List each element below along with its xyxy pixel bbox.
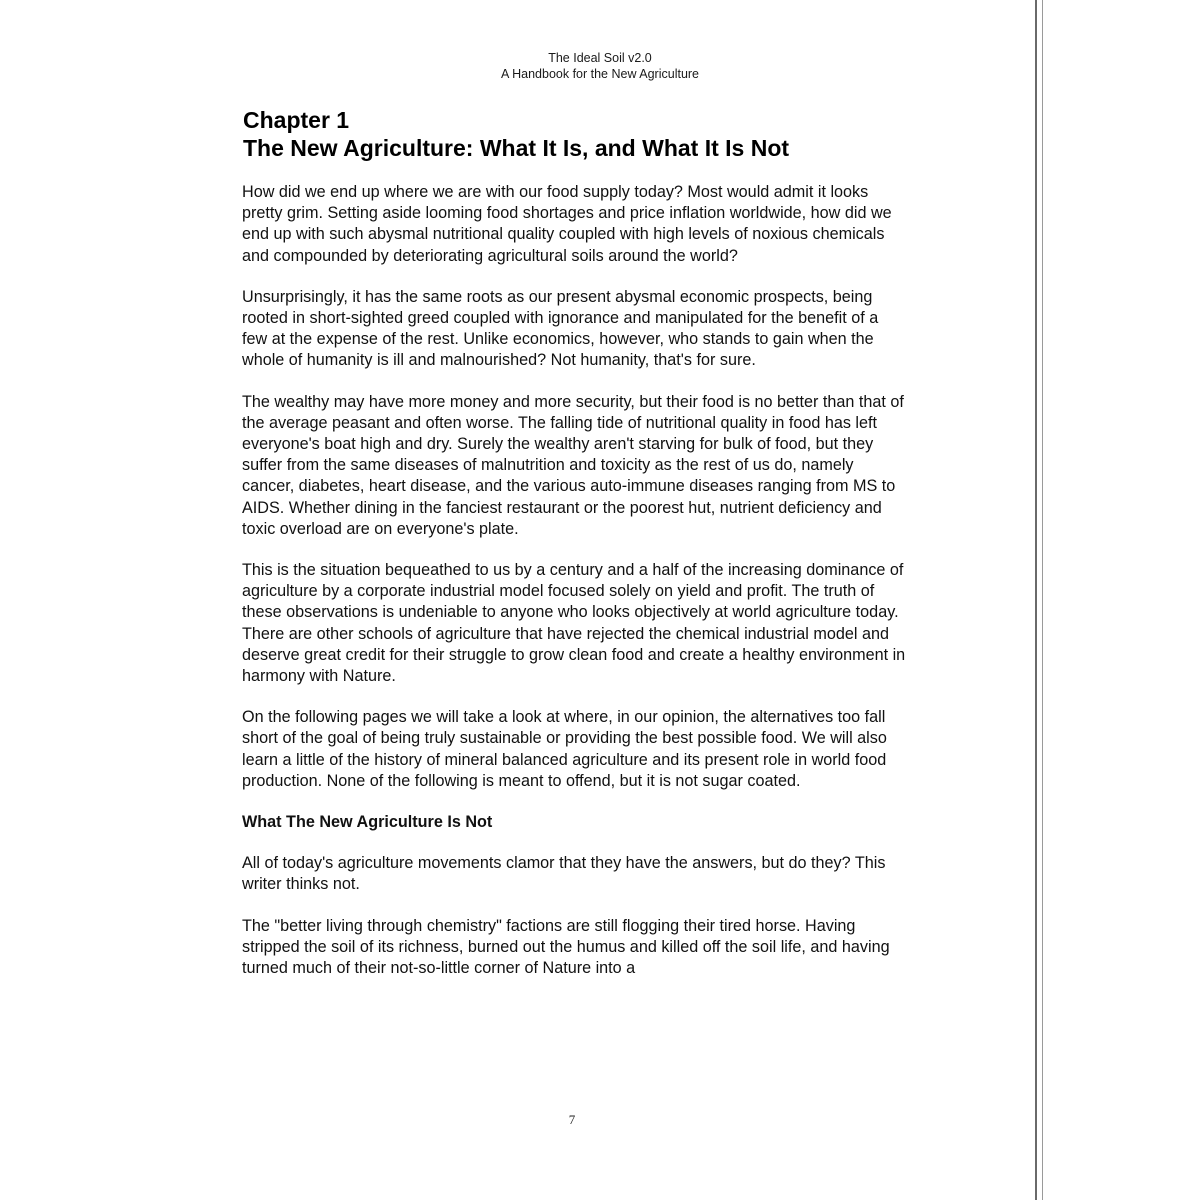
running-header-title: The Ideal Soil v2.0 xyxy=(548,51,652,65)
body-text xyxy=(242,182,907,999)
paragraph: The "better living through chemistry" factions are still flogging their tired horse. Having stripped the soil of its richness, burned out the humus and killed off the soil life, and having turned much of their not-so-little corner of Nature into a xyxy=(242,916,890,978)
paragraph: Unsurprisingly, it has the same roots as our present abysmal economic prospects, being rooted in short-sighted greed coupled with ignorance and manipulated for the benefit of a few at the expense of the rest. Unlike economics, however, who stands to gain when the whole of humanity is ill and malnourished? Not humanity, that's for sure. xyxy=(242,287,879,370)
chapter-title: The New Agriculture: What It Is, and What It Is Not xyxy=(243,135,790,161)
paragraph: All of today's agriculture movements clamor that they have the answers, but do they? This writer thinks not. xyxy=(242,854,886,894)
paragraph: How did we end up where we are with our food supply today? Most would admit it looks pretty grim. Setting aside looming food shortages and price inflation worldwide, how did we end up with such abysmal nutritional quality coupled with high levels of noxious chemicals and compounded by deteriorating agricultural soils around the world? xyxy=(242,183,892,265)
section-heading: What The New Agriculture Is Not xyxy=(242,813,493,832)
binding-edge-line-inner xyxy=(1042,0,1043,1200)
binding-edge-line xyxy=(1035,0,1037,1200)
running-header-subtitle: A Handbook for the New Agriculture xyxy=(500,67,700,81)
chapter-number: Chapter 1 xyxy=(243,107,350,133)
chapter-heading xyxy=(243,106,789,162)
paragraph: This is the situation bequeathed to us by a century and a half of the increasing dominance of agriculture by a corporate industrial model focused solely on yield and profit. The truth of these observations is undeniable to anyone who looks objectively at world agriculture today. There are other schools of agriculture that have rejected the chemical industrial model and deserve great credit for their struggle to grow clean food and create a healthy environment in harmony with Nature. xyxy=(242,561,906,686)
paragraph: On the following pages we will take a look at where, in our opinion, the alternatives too fall short of the goal of being truly sustainable or providing the best possible food. We will also learn a little of the history of mineral balanced agriculture and its present role in world food production. None of the following is meant to offend, but it is not sugar coated. xyxy=(242,708,887,790)
page-number: 7 xyxy=(568,1112,576,1127)
paragraph: The wealthy may have more money and more security, but their food is no better than that of the average peasant and often worse. The falling tide of nutritional quality in food has left everyone's boat high and dry. Surely the wealthy aren't starving for bulk of food, but they suffer from the same diseases of malnutrition and toxicity as the rest of us do, namely cancer, diabetes, heart disease, and the various auto-immune diseases ranging from MS to AIDS. Whether dining in the fanciest restaurant or the poorest hut, nutrient deficiency and toxic overload are on everyone's plate. xyxy=(242,392,904,538)
